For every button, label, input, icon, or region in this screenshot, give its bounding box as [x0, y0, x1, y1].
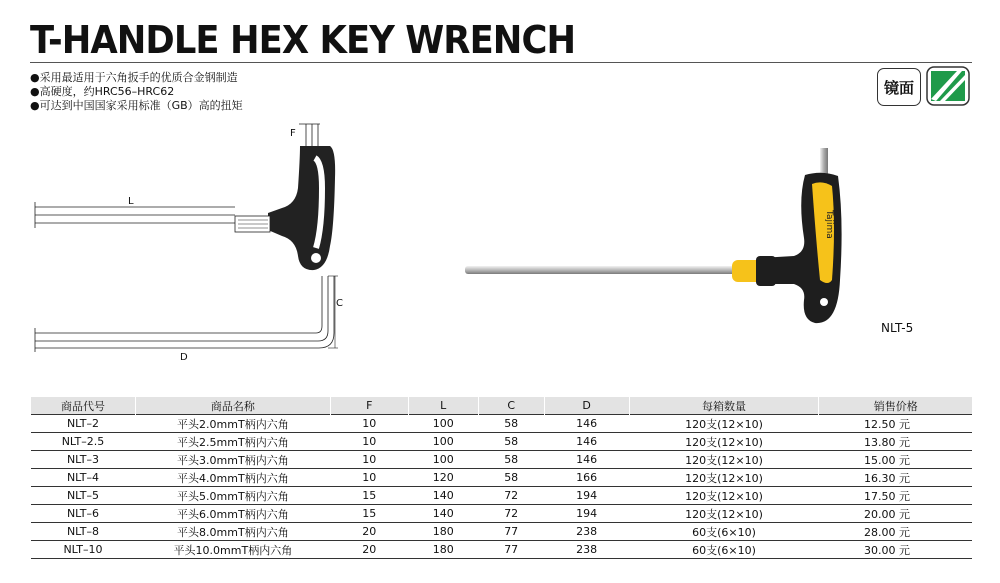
- table-cell: 10: [330, 469, 408, 487]
- table-cell: 60支(6×10): [629, 523, 819, 541]
- spec-table: [30, 397, 972, 559]
- table-cell: 16.30 元: [819, 469, 972, 487]
- column-header: L: [408, 397, 478, 415]
- table-cell: 72: [478, 505, 544, 523]
- table-cell: 平头10.0mmT柄内六角: [135, 541, 330, 559]
- product-photo: [460, 140, 860, 330]
- table-cell: 77: [478, 541, 544, 559]
- column-header: F: [330, 397, 408, 415]
- table-cell: NLT–6: [31, 505, 136, 523]
- table-cell: 20: [330, 523, 408, 541]
- table-cell: 58: [478, 451, 544, 469]
- table-cell: 100: [408, 451, 478, 469]
- feature-item: ●可达到中国国家采用标准（GB）高的扭矩: [30, 99, 243, 112]
- table-cell: NLT–4: [31, 469, 136, 487]
- table-row: [31, 541, 973, 559]
- table-row: [31, 505, 973, 523]
- table-cell: 146: [544, 451, 629, 469]
- table-cell: 平头8.0mmT柄内六角: [135, 523, 330, 541]
- table-cell: 30.00 元: [819, 541, 972, 559]
- table-cell: 17.50 元: [819, 487, 972, 505]
- feature-item: ●高硬度，约HRC56–HRC62: [30, 85, 175, 98]
- table-cell: 平头4.0mmT柄内六角: [135, 469, 330, 487]
- table-row: [31, 451, 973, 469]
- table-cell: 平头3.0mmT柄内六角: [135, 451, 330, 469]
- table-cell: NLT–5: [31, 487, 136, 505]
- table-cell: 58: [478, 469, 544, 487]
- table-cell: 20: [330, 541, 408, 559]
- finish-badge: 镜面: [877, 68, 921, 106]
- page-title: T-HANDLE HEX KEY WRENCH: [30, 18, 576, 62]
- table-cell: 28.00 元: [819, 523, 972, 541]
- table-cell: 146: [544, 433, 629, 451]
- table-row: [31, 487, 973, 505]
- table-cell: 58: [478, 433, 544, 451]
- dimension-label-f: F: [290, 128, 296, 139]
- column-header: 销售价格: [819, 397, 972, 415]
- table-cell: 平头2.5mmT柄内六角: [135, 433, 330, 451]
- mirror-finish-icon: [926, 66, 970, 106]
- table-cell: 58: [478, 415, 544, 433]
- table-row: [31, 433, 973, 451]
- table-cell: 15: [330, 505, 408, 523]
- table-cell: 120支(12×10): [629, 469, 819, 487]
- table-cell: 77: [478, 523, 544, 541]
- dimension-label-c: C: [336, 298, 343, 309]
- table-row: [31, 523, 973, 541]
- table-cell: 13.80 元: [819, 433, 972, 451]
- table-cell: 238: [544, 523, 629, 541]
- table-cell: 100: [408, 415, 478, 433]
- table-cell: 238: [544, 541, 629, 559]
- feature-item: ●采用最适用于六角扳手的优质合金钢制造: [30, 71, 238, 84]
- feature-list: [30, 71, 243, 113]
- table-cell: 15: [330, 487, 408, 505]
- table-cell: 194: [544, 487, 629, 505]
- table-cell: 166: [544, 469, 629, 487]
- table-cell: 180: [408, 541, 478, 559]
- table-cell: 194: [544, 505, 629, 523]
- dimension-label-d: D: [180, 352, 188, 363]
- table-cell: NLT–2.5: [31, 433, 136, 451]
- table-cell: 120: [408, 469, 478, 487]
- table-cell: 120支(12×10): [629, 487, 819, 505]
- table-row: [31, 469, 973, 487]
- table-cell: NLT–3: [31, 451, 136, 469]
- column-header: 商品代号: [31, 397, 136, 415]
- table-cell: NLT–10: [31, 541, 136, 559]
- table-cell: 10: [330, 433, 408, 451]
- table-cell: 20.00 元: [819, 505, 972, 523]
- handle-brand-text: Tajima: [824, 210, 834, 239]
- table-cell: 平头2.0mmT柄内六角: [135, 415, 330, 433]
- table-cell: 10: [330, 451, 408, 469]
- title-divider: [30, 62, 972, 63]
- table-cell: 平头6.0mmT柄内六角: [135, 505, 330, 523]
- table-cell: 120支(12×10): [629, 415, 819, 433]
- dimension-drawing: [30, 118, 350, 368]
- table-cell: 140: [408, 487, 478, 505]
- table-cell: 100: [408, 433, 478, 451]
- table-cell: 146: [544, 415, 629, 433]
- dimension-label-l: L: [128, 196, 134, 207]
- table-cell: 60支(6×10): [629, 541, 819, 559]
- table-cell: 15.00 元: [819, 451, 972, 469]
- table-cell: 120支(12×10): [629, 451, 819, 469]
- table-cell: 120支(12×10): [629, 433, 819, 451]
- column-header: 商品名称: [135, 397, 330, 415]
- table-cell: 72: [478, 487, 544, 505]
- column-header: 每箱数量: [629, 397, 819, 415]
- table-cell: NLT–8: [31, 523, 136, 541]
- table-cell: NLT–2: [31, 415, 136, 433]
- table-cell: 平头5.0mmT柄内六角: [135, 487, 330, 505]
- table-cell: 10: [330, 415, 408, 433]
- table-cell: 140: [408, 505, 478, 523]
- table-cell: 180: [408, 523, 478, 541]
- table-header-row: [31, 397, 973, 415]
- column-header: D: [544, 397, 629, 415]
- column-header: C: [478, 397, 544, 415]
- photo-model-label: NLT-5: [881, 321, 914, 335]
- table-cell: 12.50 元: [819, 415, 972, 433]
- table-row: [31, 415, 973, 433]
- table-cell: 120支(12×10): [629, 505, 819, 523]
